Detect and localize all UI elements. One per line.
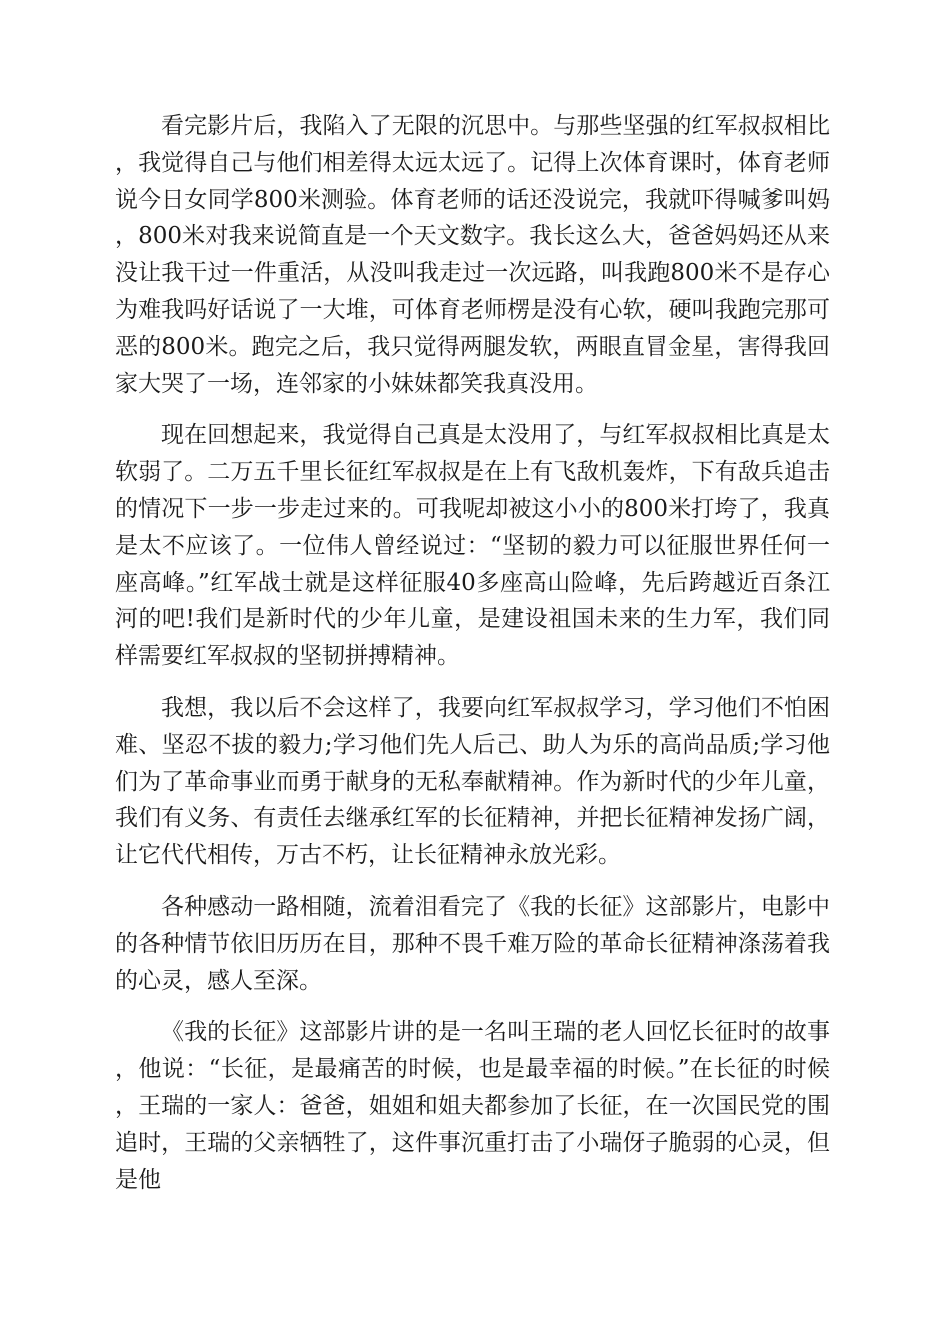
paragraph: 看完影片后，我陷入了无限的沉思中。与那些坚强的红军叔叔相比，我觉得自己与他们相差得太远太远了。记得上次体育课时，体育老师说今日女同学800米测验。体育老师的话还没说完，我就吓得喊爹叫妈，800米对我来说简直是一个天文数字。我长这么大，爸爸妈妈还从来没让我干过一件重活，从没叫我走过一次远路，叫我跑800米不是存心为难我吗好话说了一大堆，可体育老师楞是没有心软，硬叫我跑完那可恶的800米。跑完之后，我只觉得两腿发软，两眼直冒金星，害得我回家大哭了一场，连邻家的小妹妹都笑我真没用。 [115,113,830,397]
paragraph: 《我的长征》这部影片讲的是一名叫王瑞的老人回忆长征时的故事，他说：“长征，是最痛苦的时候，也是最幸福的时候。”在长征的时候，王瑞的一家人：爸爸，姐姐和姐夫都参加了长征，在一次国民党的围追时，王瑞的父亲牺牲了，这件事沉重打击了小瑞伢子脆弱的心灵，但是他 [115,1019,830,1193]
paragraph: 各种感动一路相随，流着泪看完了《我的长征》这部影片，电影中的各种情节依旧历历在目，那种不畏千难万险的革命长征精神涤荡着我的心灵，感人至深。 [115,893,830,994]
paragraph: 我想，我以后不会这样了，我要向红军叔叔学习，学习他们不怕困难、坚忍不拔的毅力;学习他们先人后己、助人为乐的高尚品质;学习他们为了革命事业而勇于献身的无私奉献精神。作为新时代的少年儿童，我们有义务、有责任去继承红军的长征精神，并把长征精神发扬广阔，让它代代相传，万古不朽，让长征精神永放光彩。 [115,694,830,869]
document-body [115,108,830,1213]
paragraph: 现在回想起来，我觉得自己真是太没用了，与红军叔叔相比真是太软弱了。二万五千里长征红军叔叔是在上有飞敌机轰炸，下有敌兵追击的情况下一步一步走过来的。可我呢却被这小小的800米打垮了，我真是太不应该了。一位伟人曾经说过：“坚韧的毅力可以征服世界任何一座高峰。”红军战士就是这样征服40多座高山险峰，先后跨越近百条江河的吧!我们是新时代的少年儿童，是建设祖国未来的生力军，我们同样需要红军叔叔的坚韧拼搏精神。 [115,422,830,670]
